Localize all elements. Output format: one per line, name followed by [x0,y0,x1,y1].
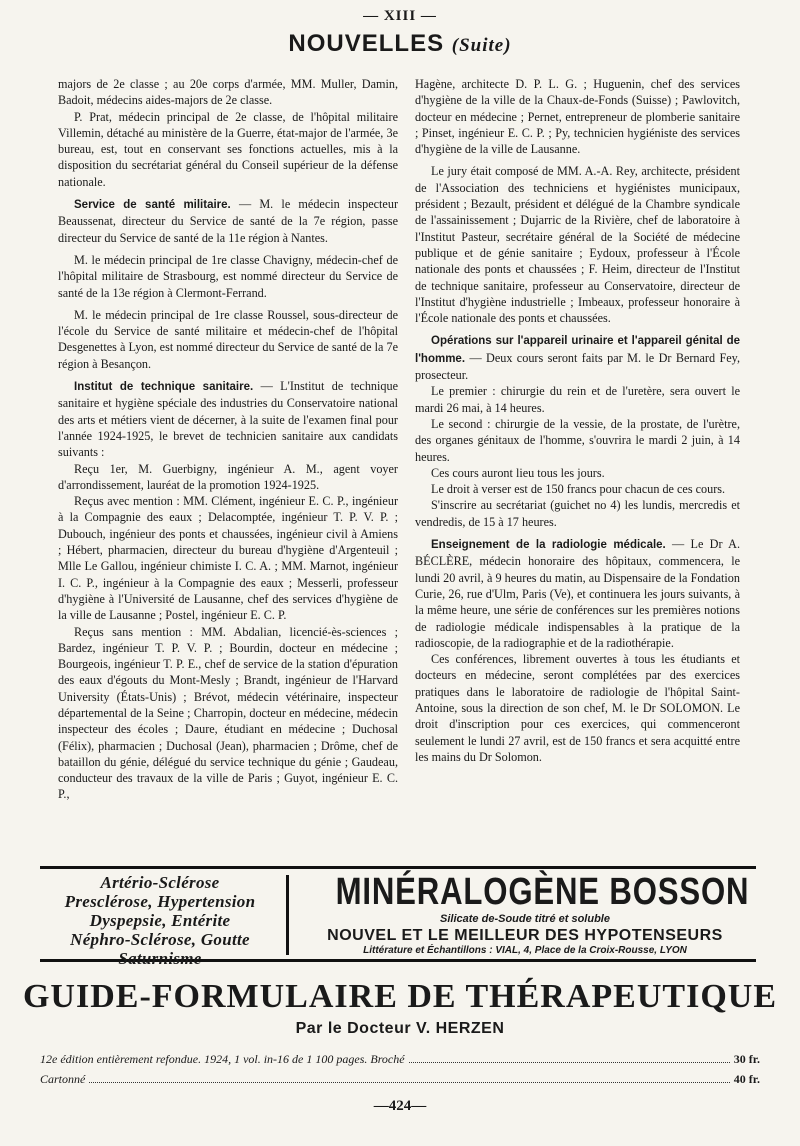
paragraph: Hagène, architecte D. P. L. G. ; Huguenin, chef des services d'hygiène de la ville de la Chaux-de-Fonds (Suisse) ; Pawlovitch, docteur en médecine ; Pernet, entrepreneur de plomberie sanitaire ; Pinset, ingénieur E. C. P. ; Py, technicien hygiéniste des services d'hygiène de la ville de Lausanne. [415,77,740,157]
paragraph: majors de 2e classe ; au 20e corps d'armée, MM. Muller, Damin, Badoit, médecins aides-majors de 2e classe. [58,77,398,108]
advert-indications [40,873,280,968]
price-value: 30 fr. [733,1052,760,1066]
rubric-heading: Service de santé militaire. [74,199,231,212]
paragraph: Opérations sur l'appareil urinaire et l'appareil génital de l'homme. — Deux cours seront faits par M. le Dr Bernard Fey, prosecteur. [415,335,741,383]
price-line-cartonne [40,1070,760,1088]
paragraph: P. Prat, médecin principal de 2e classe, de l'hôpital militaire Villemin, détaché au ministère de la Guerre, état-major de l'armée, 3e bureau, est, tout en conservant ses fonctions actuelles, mis à la disposition du secrétariat général du Conseil supérieur de la défense nationale. [58,109,398,189]
book-author: Par le Docteur V. HERZEN [295,1020,505,1037]
rubric-heading: Opérations sur l'appareil urinaire et l'appareil génital de l'homme. [415,335,740,365]
advert-indication: Artério-Sclérose [100,873,220,892]
advert-indication: Presclérose, Hypertension [64,892,256,911]
paragraph: S'inscrire au secrétariat (guichet no 4) les lundis, mercredis et vendredis, de 15 à 17 heures. [415,498,740,529]
left-column [58,76,398,803]
paragraph: Reçus sans mention : MM. Abdalian, licencié-ès-sciences ; Bardez, ingénieur T. P. V. P. ; Bourdin, docteur en médecine ; Bourgeois, ingénieur T. P. E., chef de service de la station d'épuration des eaux d'égouts du Mont-Mesly ; Brandt, ingénieur de l'Harvard University (États-Unis) ; Brévot, médecin vétérinaire, inspecteur départemental de la Seine ; Charropin, docteur en médecine, médecin inspecteur des écoles ; Daure, étudiant en médecine ; Duchosal (Félix), pharmacien ; Duchosal (Jean), pharmacien ; Drôme, chef de bataillon du génie, délégué du service technique du génie ; Gaudeau, conducteur des travaux de la ville de Paris ; Guyot, ingénieur E. C. P., [58,624,398,802]
paragraph: Enseignement de la radiologie médicale. — Le Dr A. BÉCLÈRE, médecin honoraire des hôpitaux, commencera, le lundi 20 avril, à 9 heures du matin, au Dispensaire de la Fondation Curie, 26, rue d'Ulm, Paris (Ve), et continuera les jours suivants, à la même heure, une série de conférences sur les premières notions de radiologie médicale indispensables à la pratique de la radioscopie, de la radiographie et de la radiothérapie. [415,537,741,650]
advert-subtitle: Silicate de-Soude titré et soluble [440,913,610,925]
advert-tagline: NOUVEL ET LE MEILLEUR DES HYPOTENSEURS [327,927,723,944]
paragraph: Reçu 1er, M. Guerbigny, ingénieur A. M., agent voyer d'arrondissement, lauréat de la promotion 1924-1925. [58,461,398,492]
paragraph: Reçus avec mention : MM. Clément, ingénieur E. C. P., ingénieur à la Compagnie des eaux ; Delacomptée, ingénieur T. P. V. P. ; Dubouch, ingénieur des ponts et chaussées, ingénieur civil à Amiens ; Hébert, pharmacien, directeur du bureau d'hygiène d'Argenteuil ; Mlle Le Gallou, ingénieur chimiste I. C. A. ; MM. Marnot, ingénieur I. C. P., ingénieur à la Compagnie des eaux ; Messerli, professeur d'hygiène à l'Université de Lausanne, chef des services d'hygiène de la ville de Lausanne ; Postel, ingénieur E. C. P. [58,494,398,623]
leader-dots [89,1070,729,1083]
rubric-heading: Enseignement de la radiologie médicale. [431,539,666,552]
paragraph: Service de santé militaire. — M. le médecin inspecteur Beaussenat, directeur du Service de santé de la 7e région, passe directeur du Service de santé de la 11e région à Nantes. [58,197,398,245]
leader-dots [409,1050,730,1063]
paragraph: Ces conférences, librement ouvertes à tous les étudiants et docteurs en médecine, seront complétées par des exercices pratiques dans le laboratoire de radiologie de l'hôpital Saint-Antoine, sous la direction de son chef, M. le Dr SOLOMON. Le droit d'inscription pour ces exercices, qui commenceront seulement le lundi 27 avril, est de 150 francs et sera acquitté entre les mains du Dr Solomon. [415,652,740,764]
paragraph: Le jury était composé de MM. A.-A. Rey, architecte, président de l'Association des techniciens et hygiénistes municipaux, président ; Bezault, président et délégué de la Chambre syndicale de l'assainissement ; Dujarric de la Rivière, chef de laboratoire à l'Institut Pasteur, secrétaire général de la Société de médecine publique et de génie sanitaire ; Eydoux, professeur à l'École nationale des ponts et chaussées ; F. Heim, directeur de l'Institut de technique sanitaire, professeur au Conservatoire, directeur de l'Institut d'hygiène industrielle ; Imbeaux, professeur honoraire à l'École nationale des ponts et chaussées. [415,164,740,326]
section-title [0,30,800,58]
advert-brand: MINÉRALOGÈNE BOSSON [335,871,750,913]
price-value: 40 fr. [733,1072,760,1086]
advert-product [294,871,756,957]
advertisement-box [40,866,756,968]
paragraph: Le premier : chirurgie du rein et de l'uretère, sera ouvert le mardi 26 mai, à 14 heures. [415,384,740,415]
page-roman-number: — XIII — [363,8,437,24]
paragraph: Institut de technique sanitaire. — L'Institut de technique sanitaire et hygiène spéciale des industries du Conservatoire national des arts et métiers vient de décerner, à la suite de l'examen final pour l'année 1924-1925, le brevet de technicien sanitaire aux candidats suivants : [58,379,399,460]
book-title: GUIDE-FORMULAIRE DE THÉRAPEUTIQUE [22,978,777,1015]
price-line-edition [40,1050,760,1068]
section-title-suffix: (Suite) [451,35,512,56]
price-label: Cartonné [40,1072,86,1086]
advert-address: Littérature et Échantillons : VIAL, 4, Place de la Croix-Rousse, LYON [363,945,687,956]
advert-indication: Néphro-Sclérose, Goutte [70,930,250,949]
page-number: —424— [373,1098,427,1114]
paragraph: M. le médecin principal de 1re classe Roussel, sous-directeur de l'école du Service de santé militaire et médecin-chef de l'hôpital Desgenettes à Lyon, est nommé directeur du Service de santé de la 7e région à Besançon. [58,307,398,371]
paragraph: M. le médecin principal de 1re classe Chavigny, médecin-chef de l'hôpital militaire de Strasbourg, est nommé directeur du Service de santé de la 13e région à Clermont-Ferrand. [58,252,398,300]
paragraph: Le droit à verser est de 150 francs pour chacun de ces cours. [431,482,726,497]
advert-divider [286,875,289,955]
advert-indication: Saturnisme [118,949,202,968]
advert-indication: Dyspepsie, Entérite [89,911,231,930]
right-column [415,76,740,765]
rubric-heading: Institut de technique sanitaire. [74,381,254,394]
section-title-text: NOUVELLES [288,30,445,57]
paragraph: Ces cours auront lieu tous les jours. [431,465,605,480]
price-label: 12e édition entièrement refondue. 1924, 1 vol. in-16 de 1 100 pages. Broché [40,1052,405,1066]
paragraph: Le second : chirurgie de la vessie, de la prostate, de l'urètre, des organes génitaux de l'homme, s'ouvrira le mardi 2 juin, à 14 heures. [415,416,740,464]
